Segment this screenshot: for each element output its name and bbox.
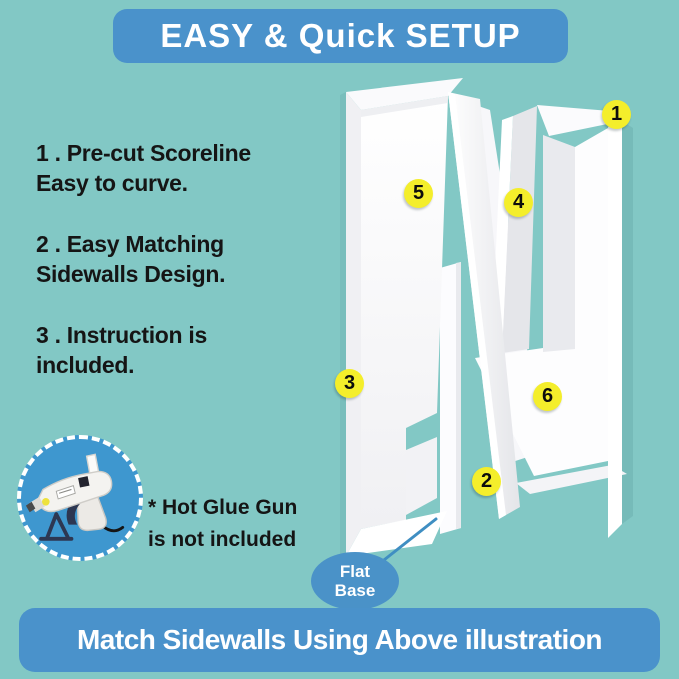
top-banner-label: EASY & Quick SETUP [160, 17, 521, 54]
instruction-2: 2 . Easy Matching Sidewalls Design. [36, 231, 226, 287]
left-stroke-shadow [340, 92, 346, 560]
instruction-3: 3 . Instruction is included. [36, 322, 207, 378]
glue-gun-note: * Hot Glue Gun is not included [148, 496, 298, 551]
top-banner [113, 9, 568, 63]
sidewall-marker-1: 1 [602, 100, 631, 129]
bottom-banner-label: Match Sidewalls Using Above illustration [76, 624, 603, 655]
instruction-1: 1 . Pre-cut Scoreline Easy to curve. [36, 140, 251, 196]
sidewall-marker-4: 4 [504, 188, 533, 217]
sidewall-marker-2: 2 [472, 467, 501, 496]
sidewall-marker-6: 6 [533, 382, 562, 411]
left-stroke-outer-wall [346, 92, 361, 556]
sidewall-marker-5: 5 [404, 179, 433, 208]
left-stroke-step [406, 437, 437, 515]
bottom-banner [19, 608, 660, 672]
glue-gun-icon [24, 442, 136, 554]
middle-upright-shade [456, 262, 461, 529]
instructions-list [36, 138, 336, 411]
sidewall-marker-3: 3 [335, 369, 364, 398]
right-stroke-outer-wall [608, 121, 622, 538]
right-stroke-left-wall [543, 135, 575, 352]
letter-shadow [622, 121, 633, 524]
flat-base-label: Flat Base [311, 552, 399, 610]
glue-gun-circle [17, 435, 143, 561]
